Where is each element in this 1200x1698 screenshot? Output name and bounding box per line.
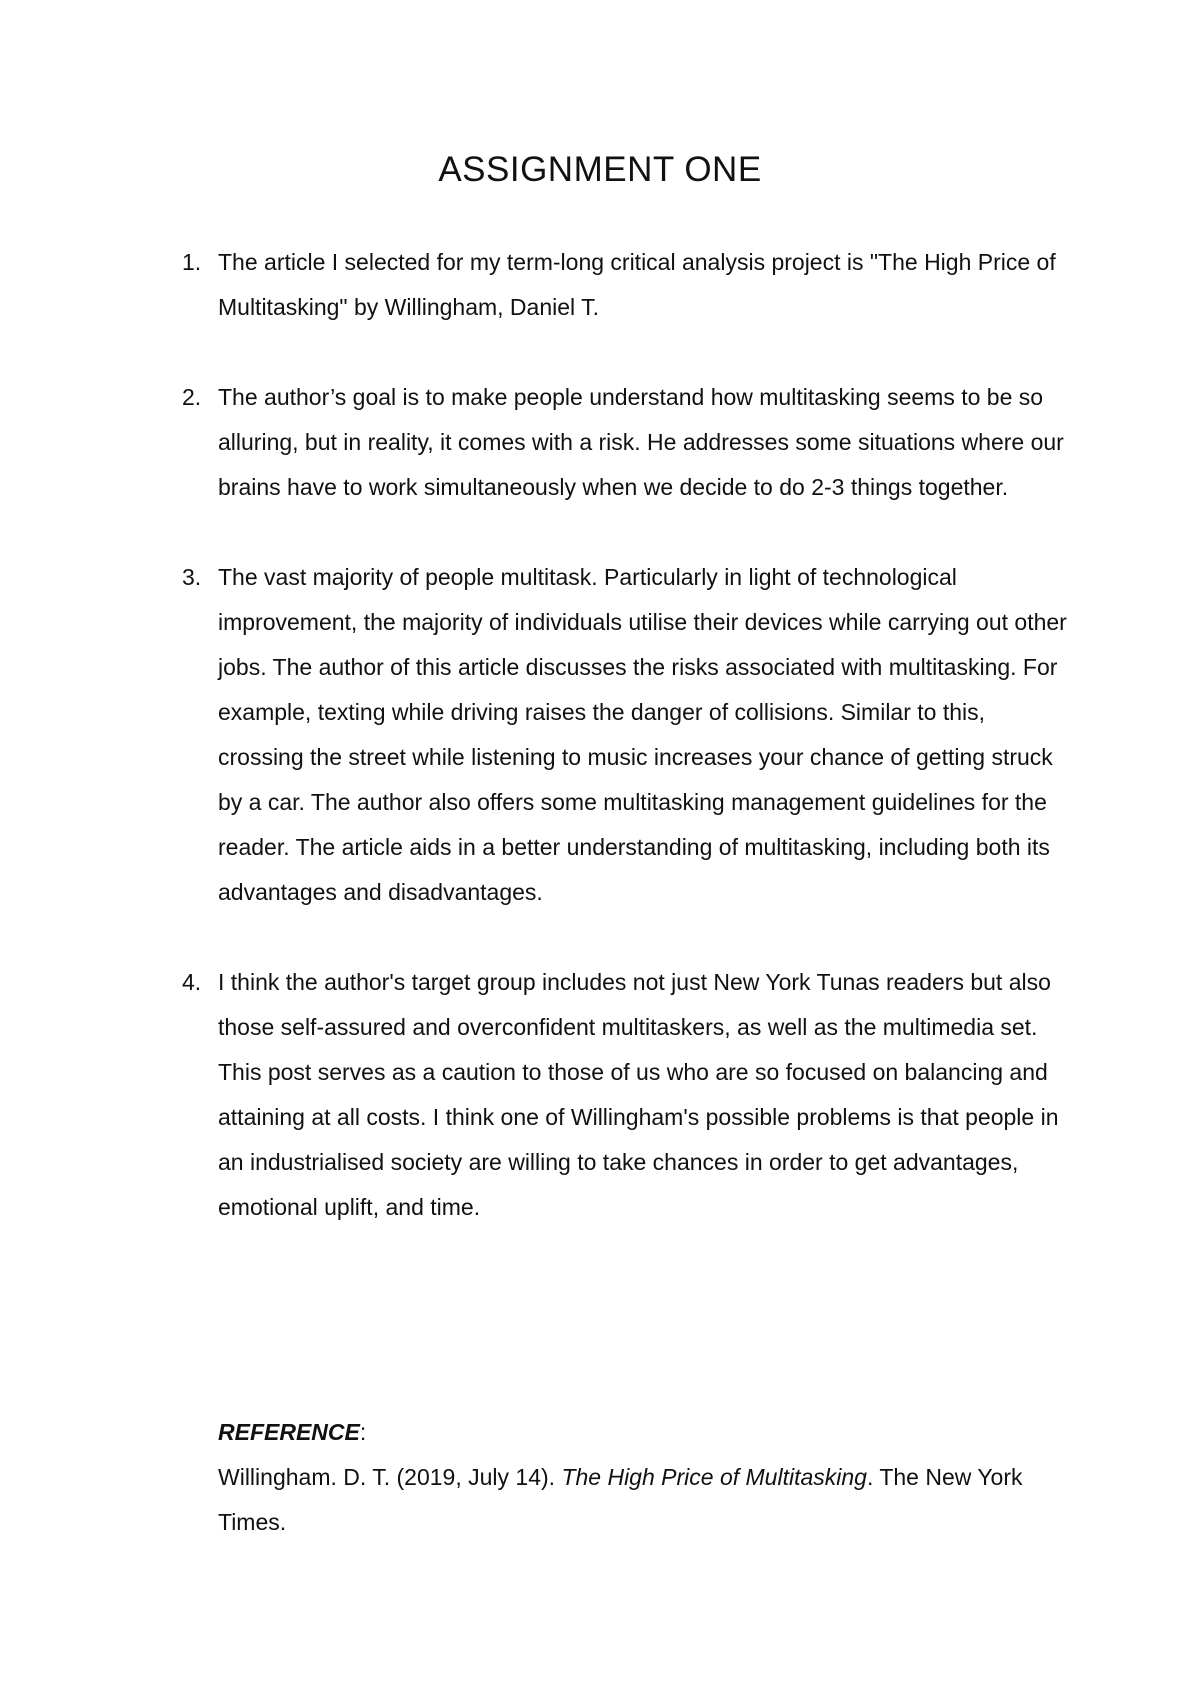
list-item-text: The vast majority of people multitask. Particularly in light of technological improvement, the majority of individuals utilise their devices while carrying out other jobs. The author of this article discusses the risks associated with multitasking. For example, texting while driving raises the danger of collisions. Similar to this, crossing the street while listening to music increases your chance of getting struck by a car. The author also offers some multitasking management guidelines for the reader. The article aids in a better understanding of multitasking, including both its advantages and disadvantages. <box>218 564 1067 905</box>
list-item <box>182 375 1068 510</box>
list-item-text: The article I selected for my term-long critical analysis project is "The High Price of Multitasking" by Willingham, Daniel T. <box>218 249 1056 320</box>
citation-prefix: Willingham. D. T. (2019, July 14). <box>218 1464 562 1490</box>
list-item <box>182 960 1068 1230</box>
numbered-list <box>0 240 1200 1275</box>
page-title: ASSIGNMENT ONE <box>438 150 762 189</box>
reference-heading: REFERENCE <box>218 1419 360 1445</box>
list-item-number: 4. <box>182 969 202 995</box>
reference-heading-colon: : <box>359 1419 367 1445</box>
list-item-number: 3. <box>182 564 202 590</box>
reference-section <box>218 1410 1068 1545</box>
list-item <box>182 555 1068 915</box>
citation-suffix: . The New York Times. <box>218 1464 1023 1535</box>
list-item-text: The author’s goal is to make people understand how multitasking seems to be so alluring, but in reality, it comes with a risk. He addresses some situations where our brains have to work simultaneously when we decide to do 2-3 things together. <box>218 384 1064 500</box>
list-item-number: 2. <box>182 384 202 410</box>
reference-heading-line <box>218 1410 1068 1455</box>
list-item-number: 1. <box>182 249 202 275</box>
reference-citation <box>218 1455 1068 1545</box>
list-item-text: I think the author's target group includes not just New York Tunas readers but also those self-assured and overconfident multitaskers, as well as the multimedia set. This post serves as a caution to those of us who are so focused on balancing and attaining at all costs. I think one of Willingham's possible problems is that people in an industrialised society are willing to take chances in order to get advantages, emotional uplift, and time. <box>218 969 1059 1220</box>
citation-title: The High Price of Multitasking <box>561 1464 867 1490</box>
list-item <box>182 240 1068 330</box>
